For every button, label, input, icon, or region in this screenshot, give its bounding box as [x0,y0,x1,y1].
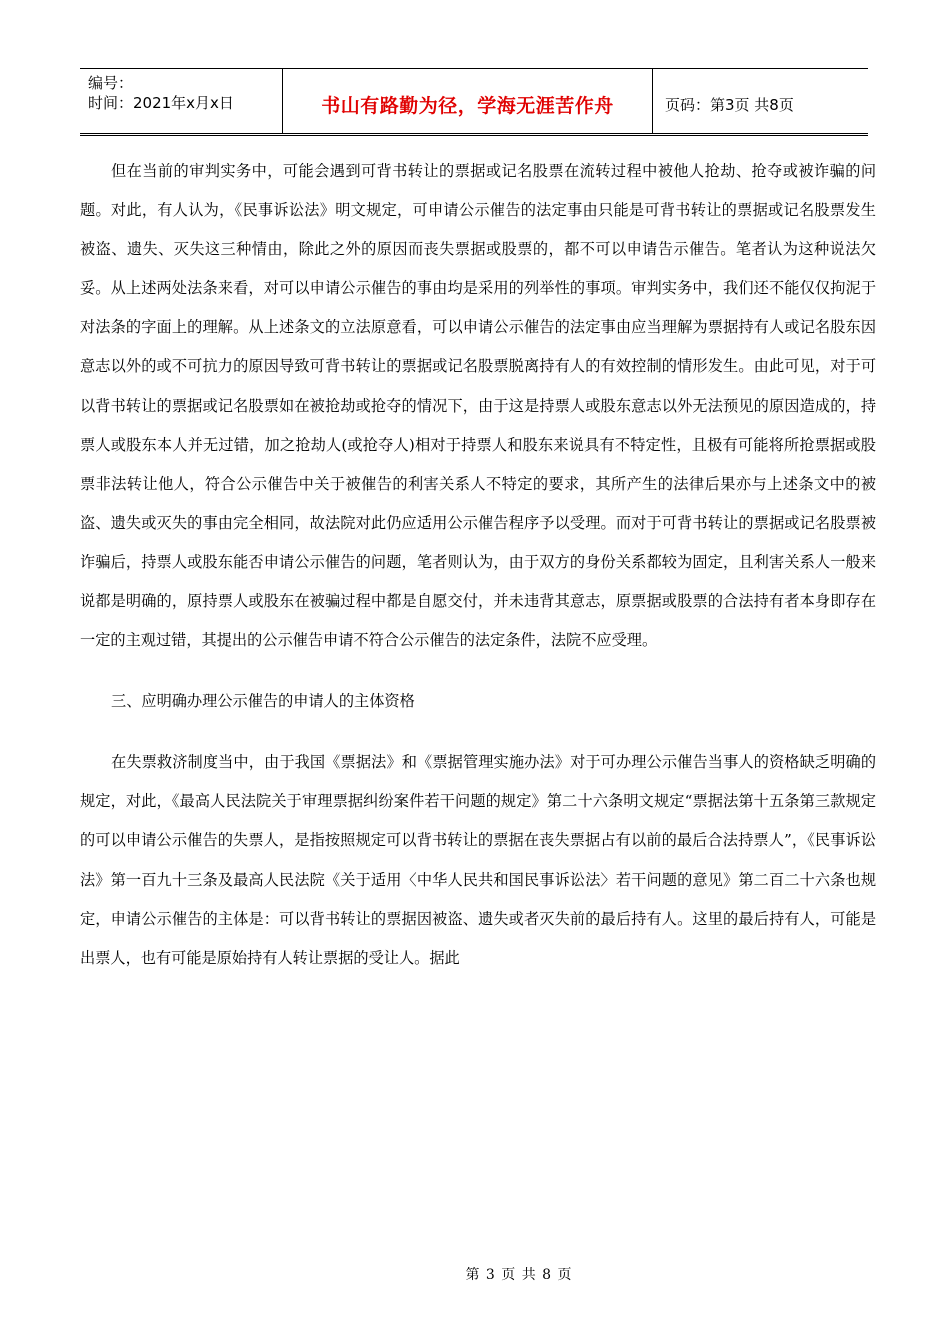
header-motto-cell [283,69,653,133]
header-meta-cell [80,69,283,133]
body-paragraph: 但在当前的审判实务中，可能会遇到可背书转让的票据或记名股票在流转过程中被他人抢劫、抢夺或被诈骗的问题。对此，有人认为，《民事诉讼法》明文规定，可申请公示催告的法定事由只能是可背书转让的票据或记名股票发生被盗、遗失、灭失这三种情由，除此之外的原因而丧失票据或股票的，都不可以申请告示催告。笔者认为这种说法欠妥。从上述两处法条来看，对可以申请公示催告的事由均是采用的列举性的事项。审判实务中，我们还不能仅仅拘泥于对法条的字面上的理解。从上述条文的立法原意看，可以申请公示催告的法定事由应当理解为票据持有人或记名股东因意志以外的或不可抗力的原因导致可背书转让的票据或记名股票脱离持有人的有效控制的情形发生。由此可见，对于可以背书转让的票据或记名股票如在被抢劫或抢夺的情况下，由于这是持票人或股东意志以外无法预见的原因造成的，持票人或股东本人并无过错，加之抢劫人(或抢夺人)相对于持票人和股东来说具有不特定性，且极有可能将所抢票据或股票非法转让他人，符合公示催告中关于被催告的利害关系人不特定的要求，其所产生的法律后果亦与上述条文中的被盗、遗失或灭失的事由完全相同，故法院对此仍应适用公示催告程序予以受理。而对于可背书转让的票据或记名股票被诈骗后，持票人或股东能否申请公示催告的问题，笔者则认为，由于双方的身份关系都较为固定，且利害关系人一般来说都是明确的，原持票人或股东在被骗过程中都是自愿交付，并未违背其意志，原票据或股票的合法持有者本身即存在一定的主观过错，其提出的公示催告申请不符合公示催告的法定条件，法院不应受理。 [80,162,876,650]
body-paragraph: 在失票救济制度当中，由于我国《票据法》和《票据管理实施办法》对于可办理公示催告当事人的资格缺乏明确的规定，对此，《最高人民法院关于审理票据纠纷案件若干问题的规定》第二十六条明文规定“票据法第十五条第三款规定的可以申请公示催告的失票人，是指按照规定可以背书转让的票据在丧失票据占有以前的最后合法持票人”，《民事诉讼法》第一百九十三条及最高人民法院《关于适用〈中华人民共和国民事诉讼法〉若干问题的意见》第二百二十六条也规定，申请公示催告的主体是：可以背书转让的票据因被盗、遗失或者灭失前的最后持有人。这里的最后持有人，可能是出票人，也有可能是原始持有人转让票据的受让人。据此 [80,753,876,967]
header-page-cell [653,69,868,133]
section-heading: 三、应明确办理公示催告的申请人的主体资格 [111,692,415,711]
date-label: 时间：2021年x月x日 [88,94,234,112]
serial-number-label: 编号： [88,74,134,92]
document-header [80,68,868,136]
footer-page-number: 第 3 页 共 8 页 [465,1267,573,1283]
document-body [80,152,876,978]
page-footer [0,1264,950,1284]
motto-text: 书山有路勤为径，学海无涯苦作舟 [321,94,614,117]
page-code-label: 页码：第3页 共8页 [665,95,794,114]
